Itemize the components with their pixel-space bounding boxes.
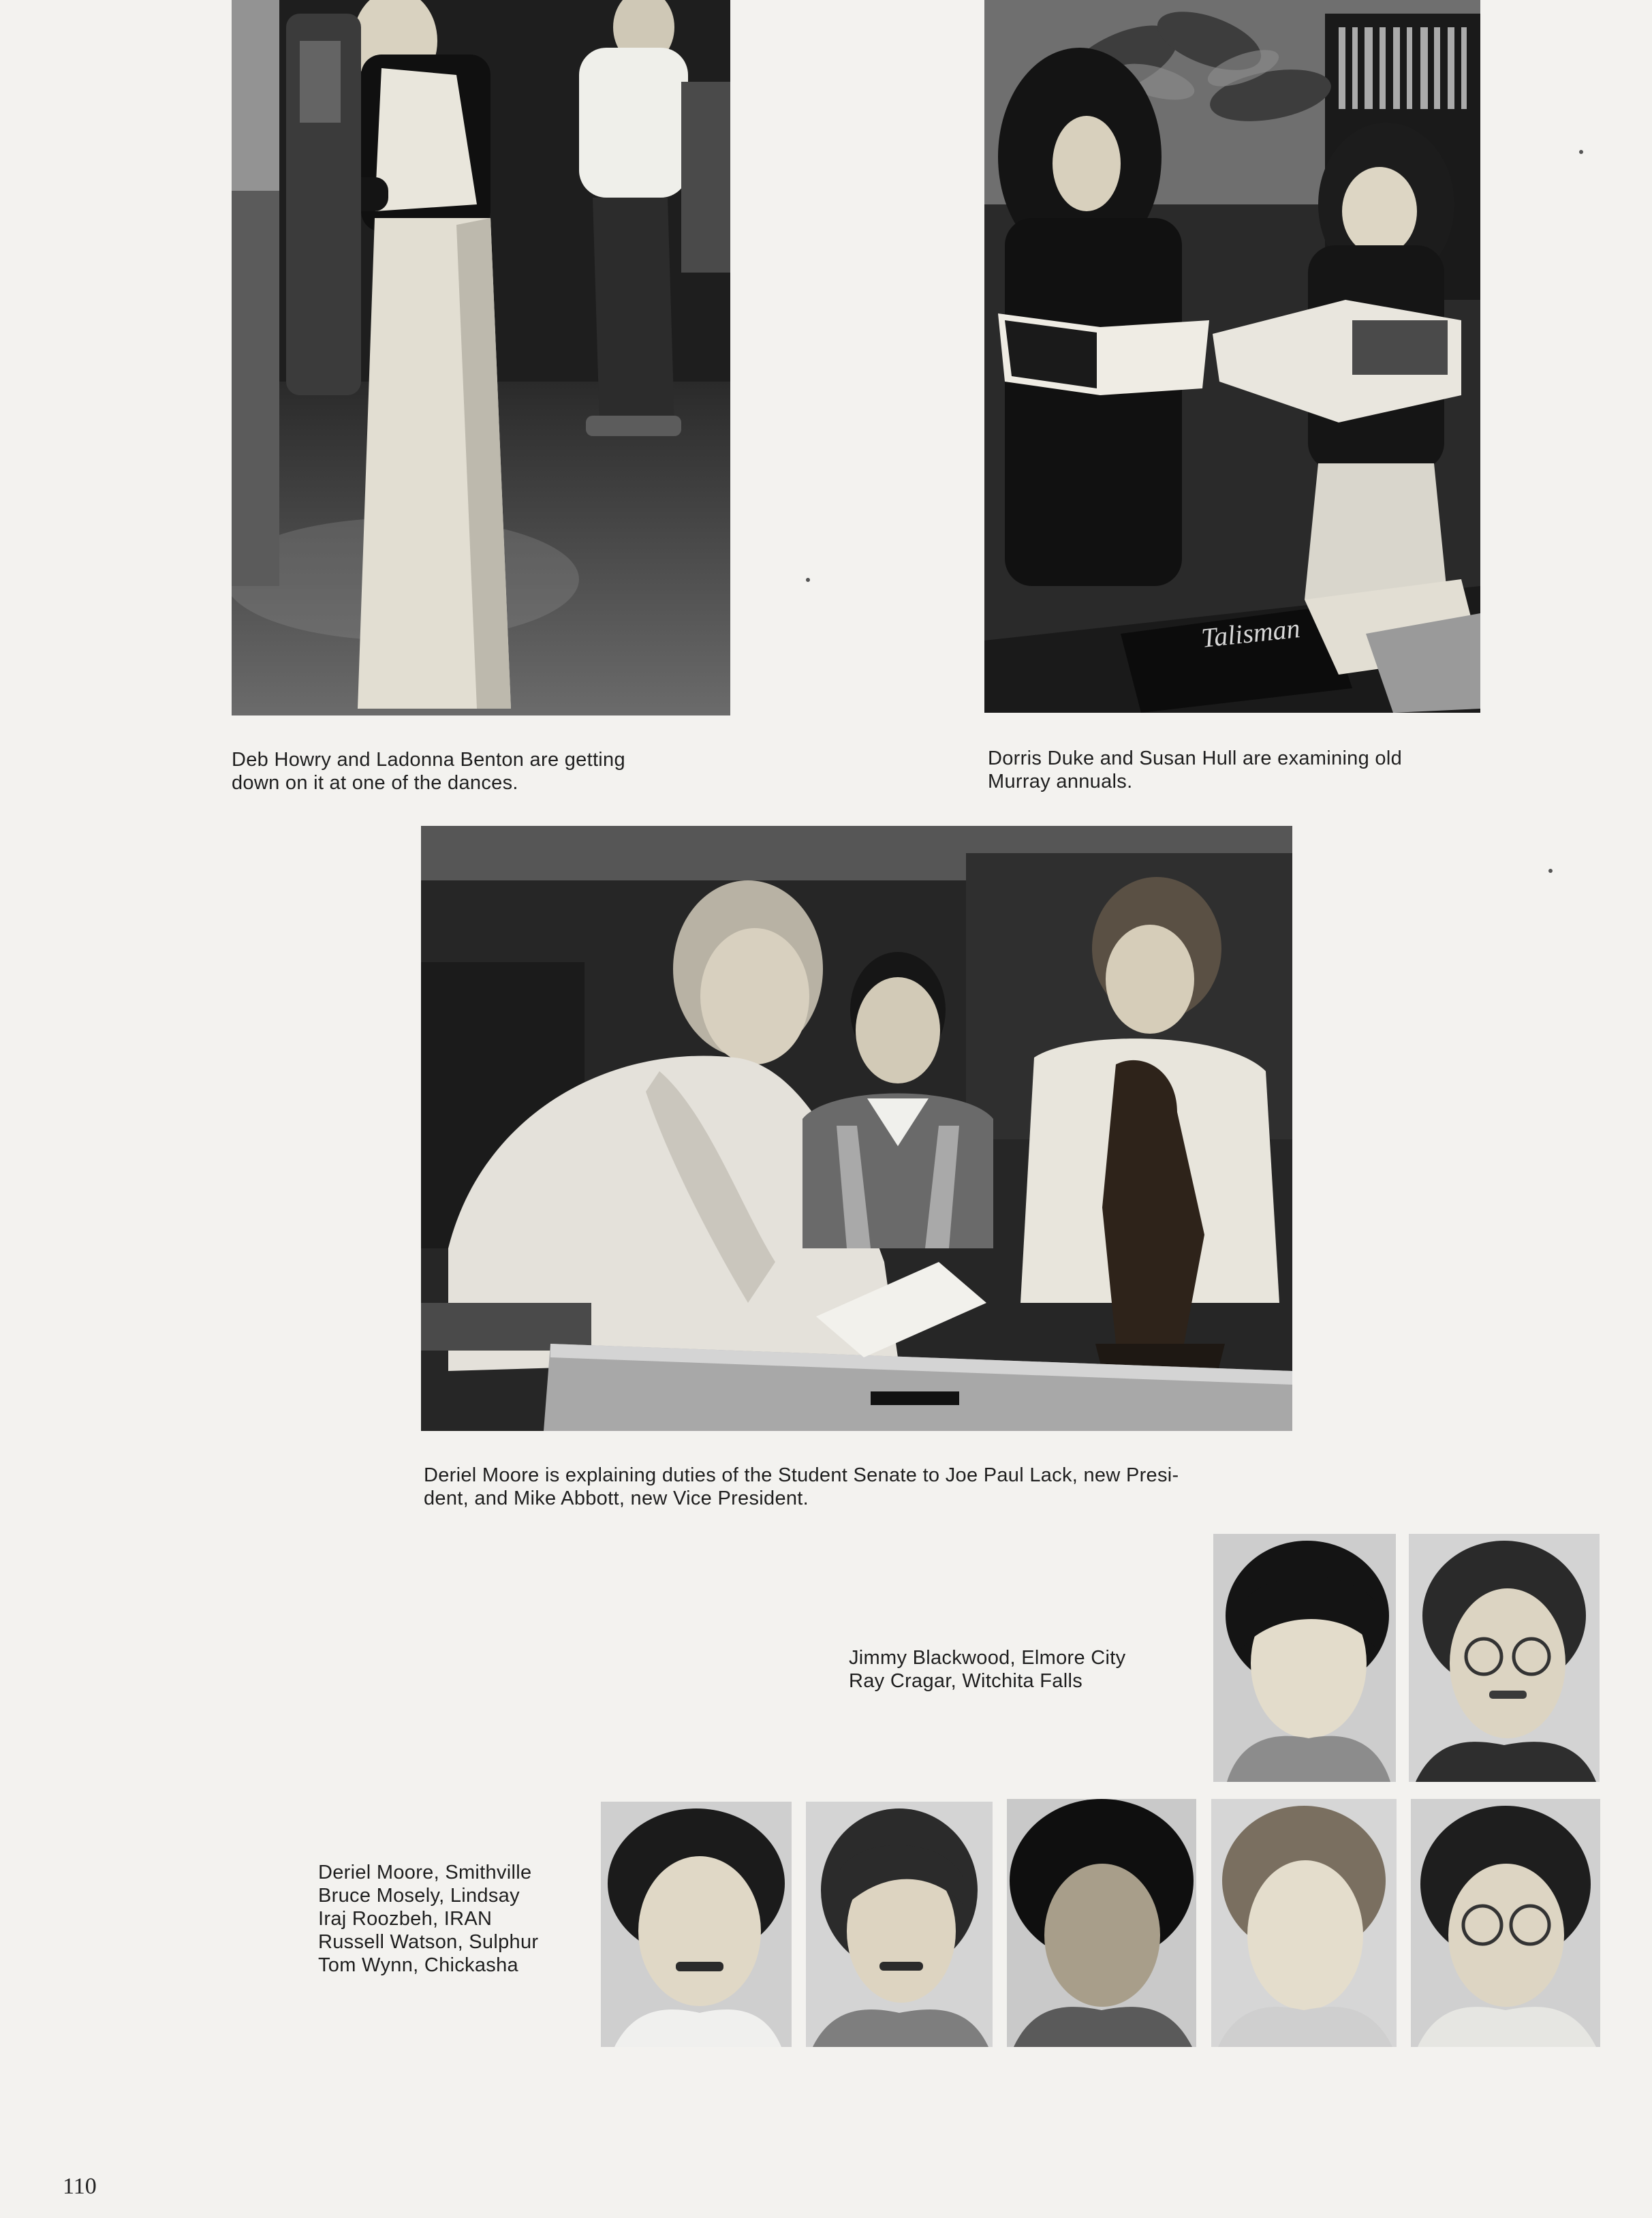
portrait-deriel-moore-art (601, 1802, 792, 2047)
portrait-tom-wynn (1411, 1799, 1600, 2047)
dance-photo (232, 0, 730, 715)
portrait-deriel-moore (601, 1802, 792, 2047)
scan-speck (1579, 150, 1583, 154)
page-number: 110 (63, 2174, 97, 2199)
scan-speck (1548, 869, 1553, 873)
portrait-iraj-roozbeh-art (1007, 1799, 1196, 2047)
portrait-tom-wynn-art (1411, 1799, 1600, 2047)
portrait-jimmy-blackwood-art (1213, 1534, 1396, 1782)
portrait-name: Ray Cragar, Witchita Falls (849, 1670, 1082, 1692)
portrait-russell-watson-art (1211, 1799, 1397, 2047)
portrait-russell-watson (1211, 1799, 1397, 2047)
senate-photo (421, 826, 1292, 1431)
annuals-photo-art (984, 0, 1480, 713)
portrait-jimmy-blackwood (1213, 1534, 1396, 1782)
portrait-bruce-mosely (806, 1802, 993, 2047)
scan-speck (806, 578, 810, 582)
portrait-names-top (849, 1646, 1125, 1693)
senate-caption-line: dent, and Mike Abbott, new Vice President. (424, 1488, 809, 1509)
annuals-caption-line: Dorris Duke and Susan Hull are examining old (988, 748, 1402, 769)
portrait-ray-cragar-art (1409, 1534, 1600, 1782)
book-cover-title: Talisman (1200, 613, 1302, 653)
annuals-caption-line: Murray annuals. (988, 771, 1133, 792)
portrait-names-bottom (318, 1861, 538, 1977)
portrait-name: Russell Watson, Sulphur (318, 1931, 539, 1953)
portrait-name: Jimmy Blackwood, Elmore City (849, 1647, 1126, 1669)
senate-photo-art (421, 826, 1292, 1431)
annuals-caption (988, 747, 1471, 793)
portrait-bruce-mosely-art (806, 1802, 993, 2047)
portrait-name: Iraj Roozbeh, IRAN (318, 1908, 493, 1930)
dance-caption-line: Deb Howry and Ladonna Benton are getting (232, 749, 625, 771)
dance-caption-line: down on it at one of the dances. (232, 772, 518, 794)
portrait-name: Bruce Mosely, Lindsay (318, 1885, 520, 1907)
senate-caption (424, 1464, 1292, 1510)
senate-caption-line: Deriel Moore is explaining duties of the Student Senate to Joe Paul Lack, new Presi- (424, 1464, 1179, 1486)
dance-caption (232, 748, 729, 795)
dance-photo-art (232, 0, 730, 715)
portrait-name: Deriel Moore, Smithville (318, 1862, 532, 1883)
portrait-iraj-roozbeh (1007, 1799, 1196, 2047)
portrait-ray-cragar (1409, 1534, 1600, 1782)
portrait-name: Tom Wynn, Chickasha (318, 1954, 518, 1976)
annuals-photo (984, 0, 1480, 713)
